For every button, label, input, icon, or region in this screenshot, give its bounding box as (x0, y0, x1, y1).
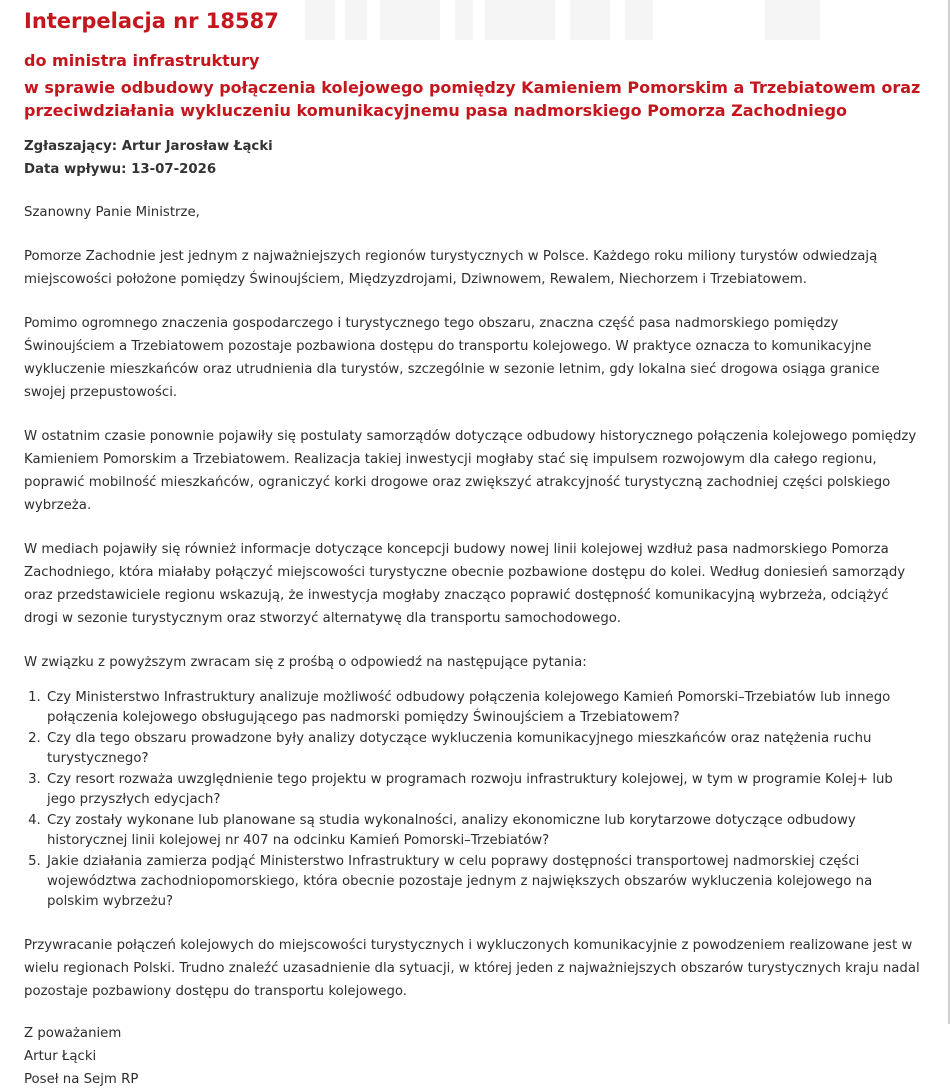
subject: w sprawie odbudowy połączenia kolejowego pomiędzy Kamieniem Pomorskim a Trzebiatowem oraz przeciwdziałania wykluczeniu komunikacyjnemu pasa nadmorskiego Pomorza Zachodniego (24, 78, 921, 120)
closing-paragraph: Przywracanie połączeń kolejowych do miejscowości turystycznych i wykluczonych komunikacyjnie z powodzeniem realizowane jest w wielu regionach Polski. Trudno znaleźć uzasadnienie dla sytuacji, w której jeden z najważniejszych obszarów turystycznych kraju nadal pozostaje pozbawiony dostępu do transportu kolejowego. (24, 938, 920, 999)
questions-list (24, 688, 924, 912)
signature-name: Artur Łącki (24, 1049, 97, 1064)
signature-role: Poseł na Sejm RP (24, 1072, 139, 1087)
date: Data wpływu: 13-07-2026 (24, 162, 217, 177)
author: Zgłaszający: Artur Jarosław Łącki (24, 139, 273, 154)
paragraph: Pomimo ogromnego znaczenia gospodarczego i turystycznego tego obszaru, znaczna część pasa nadmorskiego pomiędzy Świnoujściem a Trzebiatowem pozostaje pozbawiona dostępu do transportu kolejowego. W praktyce oznacza to komunikacyjne wykluczenie mieszkańców oraz utrudnienia dla turystów, szczególnie w sezonie letnim, gdy lokalna sieć drogowa osiąga granice swojej przepustowości. (24, 316, 880, 400)
list-item: 4. Czy zostały wykonane lub planowane są studia wykonalności, analizy ekonomiczne lub korytarzowe dotyczące odbudowy historycznej linii kolejowej nr 407 na odcinku Kamień Pomorski–Trzebiatów? (45, 811, 924, 851)
signature (24, 1022, 924, 1091)
metadata (24, 135, 924, 181)
questions-intro: W związku z powyższym zwracam się z prośbą o odpowiedź na następujące pytania: (24, 655, 587, 670)
recipient: do ministra infrastruktury (24, 51, 260, 70)
paragraph: W ostatnim czasie ponownie pojawiły się postulaty samorządów dotyczące odbudowy historycznego połączenia kolejowego pomiędzy Kamieniem Pomorskim a Trzebiatowem. Realizacja takiej inwestycji mogłaby stać się impulsem rozwojowym dla całego regionu, poprawić mobilność mieszkańców, ograniczyć korki drogowe oraz zwiększyć atrakcyjność turystyczną zachodniej części polskiego wybrzeża. (24, 429, 917, 513)
paragraph: Pomorze Zachodnie jest jednym z najważniejszych regionów turystycznych w Polsce. Każdego roku miliony turystów odwiedzają miejscowości położone pomiędzy Świnoujściem, Międzyzdrojami, Dziwnowem, Rewalem, Niechorzem i Trzebiatowem. (24, 249, 878, 287)
salutation: Z poważaniem (24, 1026, 122, 1041)
list-item: 2. Czy dla tego obszaru prowadzone były analizy dotyczące wykluczenia komunikacyjnego mieszkańców oraz natężenia ruchu turystycznego? (45, 729, 924, 769)
document (24, 0, 924, 1091)
list-item: 1. Czy Ministerstwo Infrastruktury analizuje możliwość odbudowy połączenia kolejowego Kamień Pomorski–Trzebiatów lub innego połączenia kolejowego obsługującego pas nadmorski pomiędzy Świnoujściem a Trzebiatowem? (45, 688, 924, 728)
list-item: 3. Czy resort rozważa uwzględnienie tego projektu w programach rozwoju infrastruktury kolejowej, w tym w programie Kolej+ lub jego przyszłych edycjach? (45, 770, 924, 810)
page-title: Interpelacja nr 18587 (24, 9, 279, 33)
list-item: 5. Jakie działania zamierza podjąć Ministerstwo Infrastruktury w celu poprawy dostępności transportowej nadmorskiej części województwa zachodniopomorskiego, która obecnie pozostaje jednym z największych obszarów wykluczenia kolejowego na polskim wybrzeżu? (45, 852, 924, 912)
greeting: Szanowny Panie Ministrze, (24, 205, 200, 220)
paragraph: W mediach pojawiły się również informacje dotyczące koncepcji budowy nowej linii kolejowej wzdłuż pasa nadmorskiego Pomorza Zachodniego, która miałaby połączyć miejscowości turystyczne obecnie pozbawione dostępu do kolei. Według doniesień samorządy oraz przedstawiciele regionu wskazują, że inwestycja mogłaby znacząco poprawić dostępność komunikacyjną wybrzeża, odciążyć drogi w sezonie turystycznym oraz stworzyć alternatywę dla transportu samochodowego. (24, 542, 906, 626)
